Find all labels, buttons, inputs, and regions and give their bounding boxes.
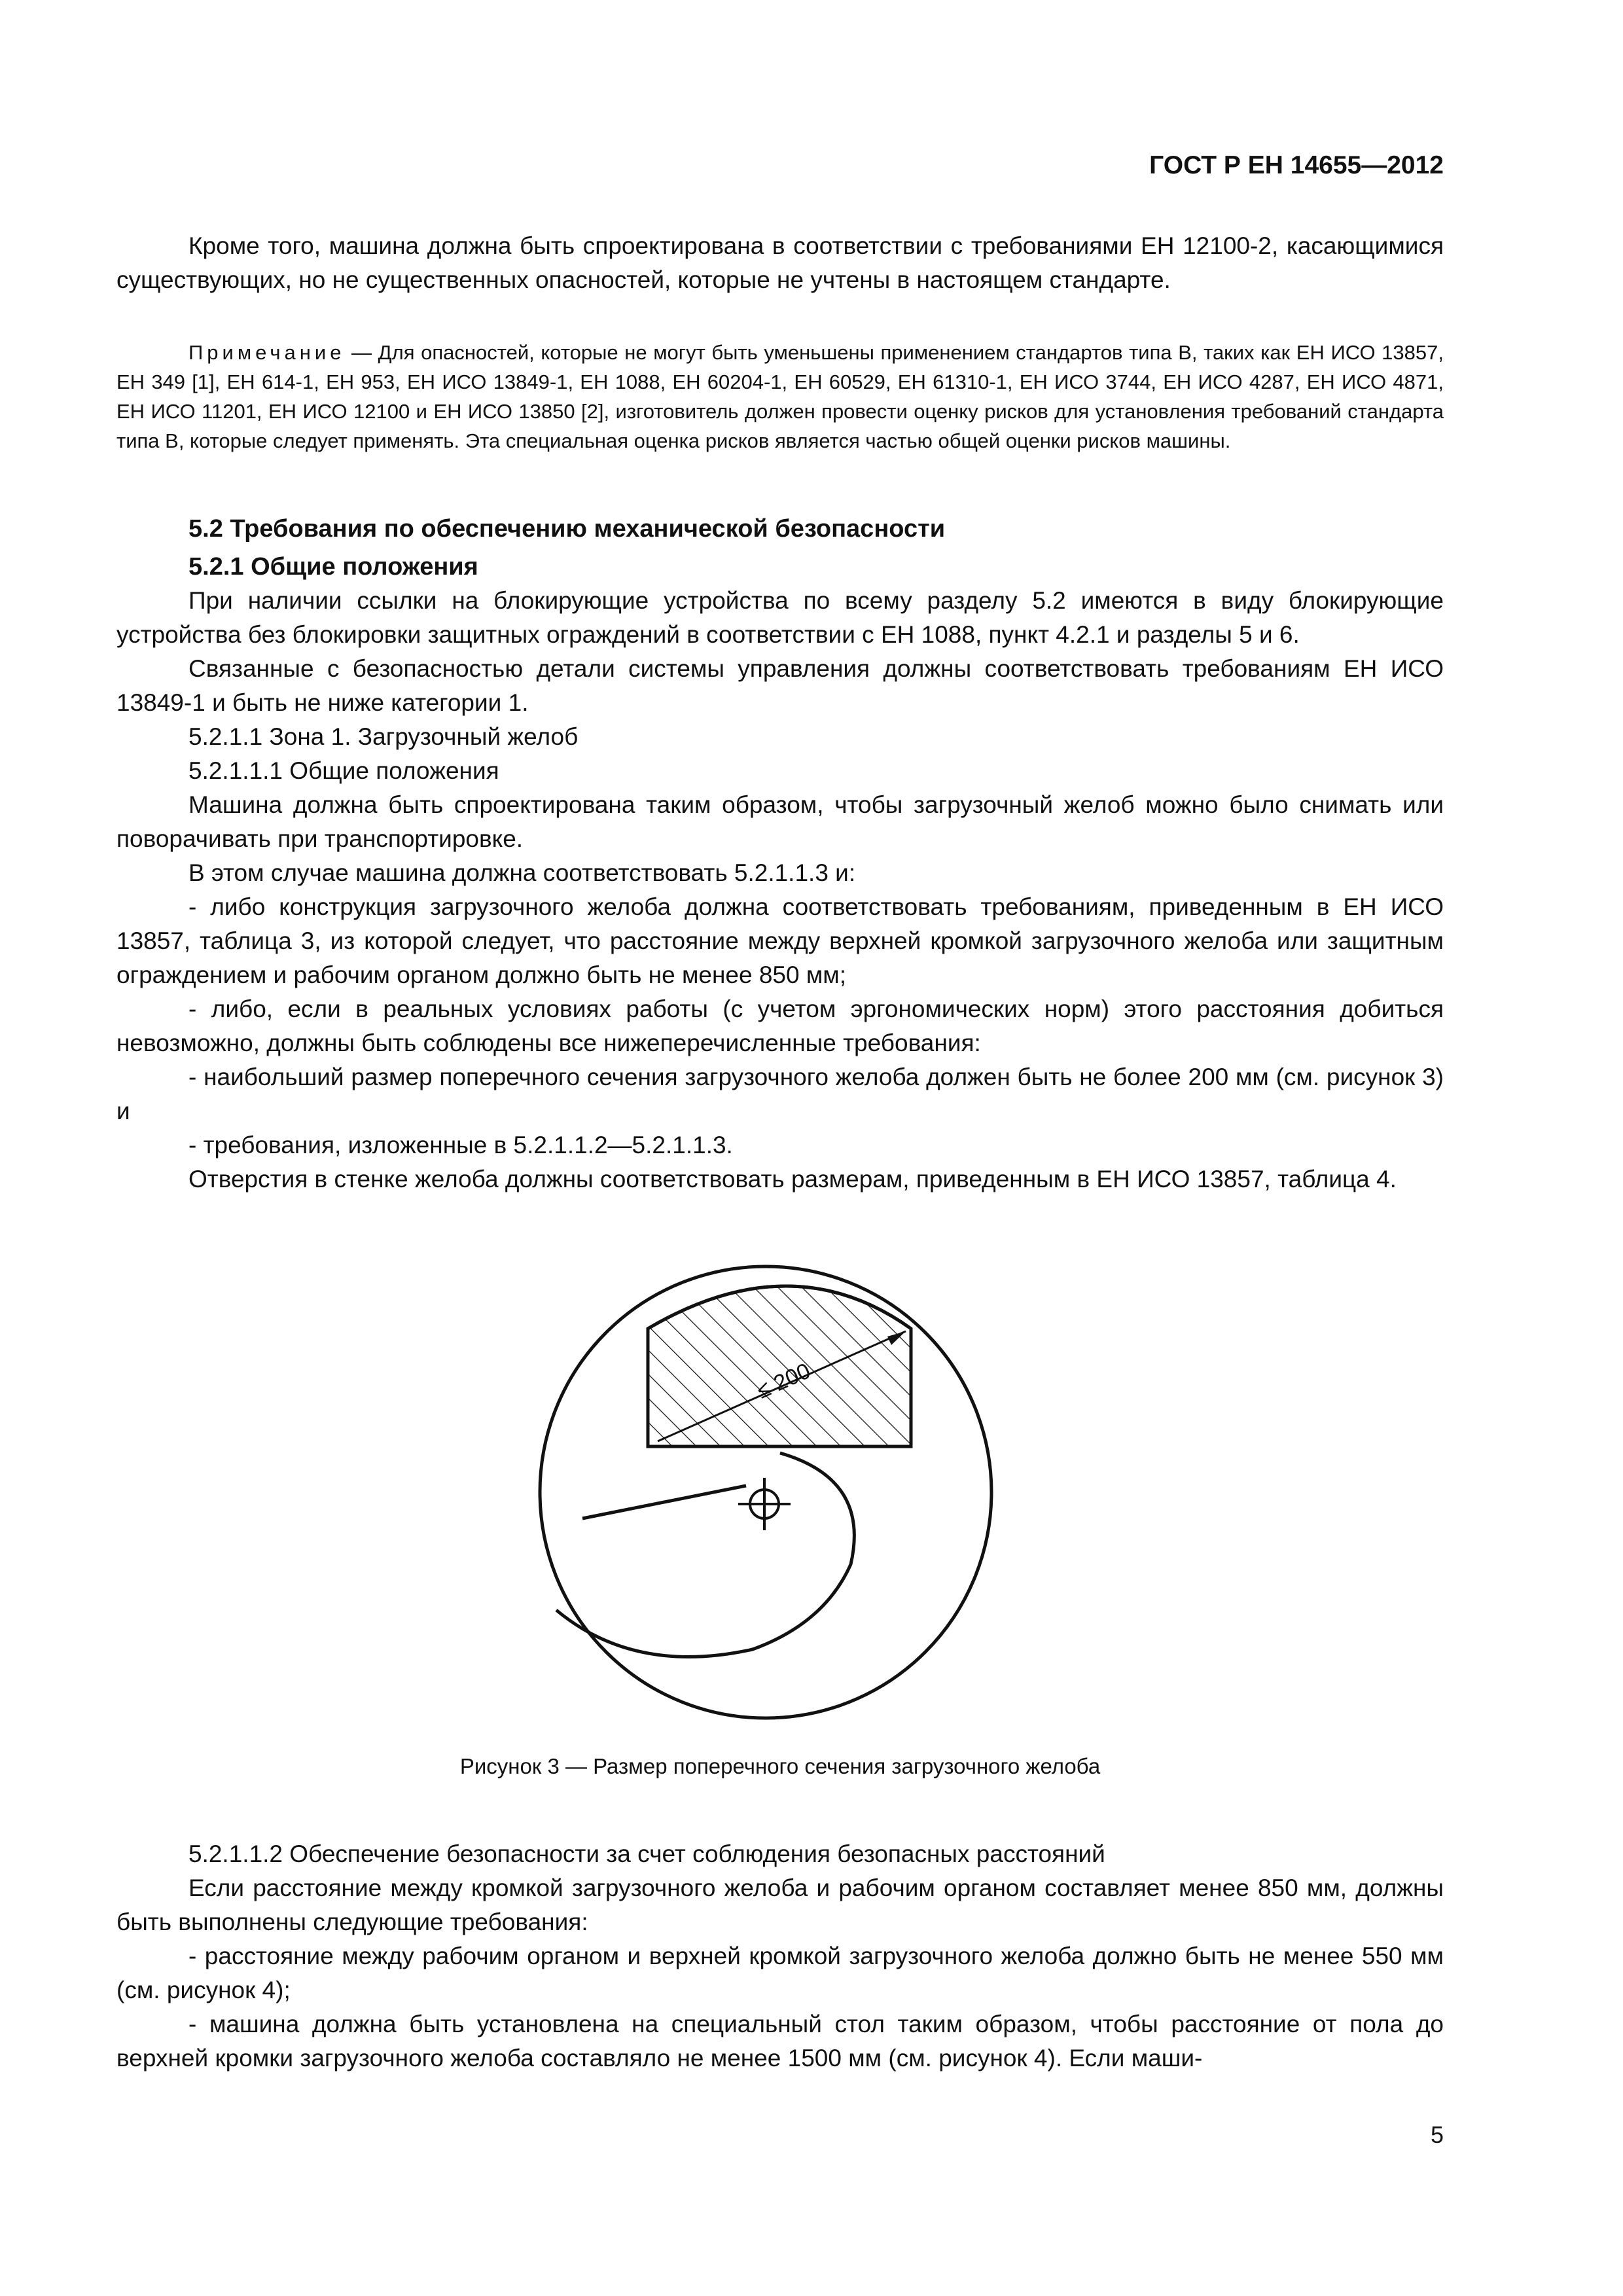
section-5-2: [116, 512, 1444, 1196]
hatched-hopper-section: [648, 1286, 911, 1446]
hopper-cross-section-drawing: [530, 1257, 1001, 1728]
subsection-heading: 5.2.1 Общие положения: [188, 553, 478, 581]
section-heading: 5.2 Требования по обеспечению механической безопасности: [188, 515, 946, 543]
note-label: Примечание: [188, 341, 346, 364]
paragraph: В этом случае машина должна соответствовать 5.2.1.1.3 и:: [188, 859, 856, 886]
paragraph: - наибольший размер поперечного сечения загрузочного желоба должен быть не более 200 мм (см. рисунок 3) и: [116, 1064, 1444, 1124]
paragraph: Связанные с безопасностью детали системы управления должны соответствовать требованиям ЕН ИСО 13849-1 и быть не ниже категории 1.: [116, 655, 1444, 716]
note-text: — Для опасностей, которые не могут быть уменьшены применением стандартов типа В, таких как ЕН ИСО 13857, ЕН 349 [1], ЕН 614-1, ЕН 953, ЕН ИСО 13849-1, ЕН 1088, ЕН 60204-1, ЕН 60529, ЕН 61310-1, ЕН ИСО 3744, ЕН ИСО 4287, ЕН ИСО 4871, ЕН ИСО 11201, ЕН ИСО 12100 и ЕН ИСО 13850 [2], изготовитель должен провести оценку рисков для установления требований стандарта типа В, которые следует применять. Эта специальная оценка рисков является частью общей оценки рисков машины.: [116, 341, 1444, 452]
paragraph: 5.2.1.1.1 Общие положения: [188, 757, 499, 784]
figure-3: [530, 1257, 1001, 1728]
paragraph: При наличии ссылки на блокирующие устройства по всему разделу 5.2 имеются в виду блокирующие устройства без блокировки защитных ограждений в соответствии с ЕН 1088, пункт 4.2.1 и разделы 5 и 6.: [116, 587, 1444, 648]
paragraph: Машина должна быть спроектирована таким образом, чтобы загрузочный желоб можно было снимать или поворачивать при транспортировке.: [116, 791, 1444, 852]
note-block: [116, 338, 1444, 456]
paragraph: - либо, если в реальных условиях работы (с учетом эргономических норм) этого расстояния добиться невозможно, должны быть соблюдены все нижеперечисленные требования:: [116, 996, 1444, 1056]
rotor-curve: [556, 1453, 854, 1657]
paragraph: Отверстия в стенке желоба должны соответствовать размерам, приведенным в ЕН ИСО 13857, таблица 4.: [188, 1166, 1397, 1193]
note-paragraph: [116, 338, 1444, 456]
paragraph: - расстояние между рабочим органом и верхней кромкой загрузочного желоба должно быть не менее 550 мм (см. рисунок 4);: [116, 1943, 1444, 2003]
page-number: 5: [1430, 2121, 1444, 2148]
paragraph: - либо конструкция загрузочного желоба должна соответствовать требованиям, приведенным в ЕН ИСО 13857, таблица 3, из которой следует, что расстояние между верхней кромкой загрузочного желоба или защитным ограждением и рабочим органом должно быть не менее 850 мм;: [116, 893, 1444, 988]
intro-paragraph: Кроме того, машина должна быть спроектирована в соответствии с требованиями ЕН 12100-2, касающимися существующих, но не существенных опасностей, которые не учтены в настоящем стандарте.: [116, 232, 1444, 293]
document-header: ГОСТ Р ЕН 14655—2012: [1149, 151, 1444, 179]
paragraph: 5.2.1.1.2 Обеспечение безопасности за счет соблюдения безопасных расстояний: [188, 1840, 1105, 1867]
figure-caption: Рисунок 3 — Размер поперечного сечения загрузочного желоба: [459, 1754, 1101, 1778]
paragraph: 5.2.1.1 Зона 1. Загрузочный желоб: [188, 723, 579, 750]
paragraph: - требования, изложенные в 5.2.1.1.2—5.2.1.1.3.: [188, 1132, 733, 1158]
paragraph: - машина должна быть установлена на специальный стол таким образом, чтобы расстояние от пола до верхней кромки загрузочного желоба составляло не менее 1500 мм (см. рисунок 4). Если маши-: [116, 2011, 1444, 2072]
section-5-2-1-1-2: [116, 1837, 1444, 2075]
intro-block: [116, 229, 1444, 297]
paragraph: Если расстояние между кромкой загрузочного желоба и рабочим органом составляет менее 850 мм, должны быть выполнены следующие требования:: [116, 1874, 1444, 1935]
dimension-label: ≤ 200: [753, 1358, 815, 1404]
